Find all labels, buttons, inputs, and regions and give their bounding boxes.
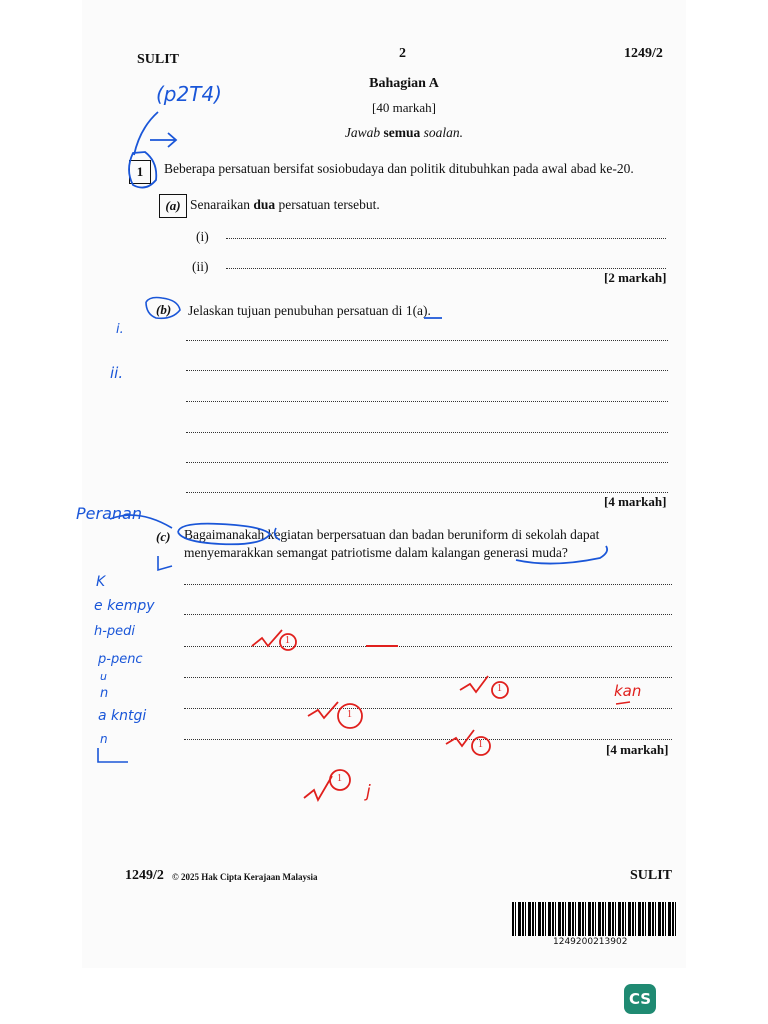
part-a-text-bold: dua — [253, 197, 276, 212]
red-circle-number-1: 1 — [285, 635, 290, 646]
section-title: Bahagian A — [369, 76, 439, 91]
handwritten-list-8: n — [100, 732, 108, 746]
part-c-label: (c) — [156, 529, 171, 544]
part-b-question: Jelaskan tujuan penubuhan persatuan di 1(a). — [188, 303, 431, 318]
red-circle-number-3: 1 — [347, 709, 352, 720]
red-note-j: j — [366, 782, 371, 802]
answer-line — [184, 584, 672, 585]
header-code: 1249/2 — [624, 46, 663, 61]
footer-copyright: © 2025 Hak Cipta Kerajaan Malaysia — [172, 872, 318, 882]
instruction-part1: Jawab — [344, 125, 381, 140]
exam-paper — [82, 0, 686, 968]
handwritten-list-4: p-penc — [98, 652, 143, 667]
answer-line — [186, 492, 668, 493]
handwritten-note-ii: ii. — [110, 364, 124, 382]
footer-code: 1249/2 — [125, 868, 164, 883]
instruction-part2: soalan. — [423, 125, 464, 140]
barcode-number: 1249200213902 — [553, 937, 628, 947]
question-1-text: Beberapa persatuan bersifat sosiobudaya dan politik ditubuhkan pada awal abad ke-20. — [164, 161, 634, 176]
part-c-question-line2: menyemarakkan semangat patriotisme dalam kalangan generasi muda? — [184, 545, 568, 560]
handwritten-list-7: a kntgi — [98, 708, 147, 724]
answer-line — [226, 238, 666, 239]
answer-line — [184, 677, 672, 678]
handwritten-list-2: e kempy — [94, 598, 155, 614]
red-note-kan: kan — [614, 682, 642, 700]
part-a-item-i: (i) — [196, 229, 209, 244]
part-a-marks: [2 markah] — [604, 270, 667, 285]
handwritten-peranan: Peranan — [76, 504, 142, 523]
part-a-item-ii: (ii) — [192, 259, 209, 274]
handwritten-list-6: n — [100, 686, 109, 701]
handwritten-list-1: K — [96, 574, 106, 590]
instruction-bold: semua — [383, 125, 421, 140]
red-circle-number-4: 1 — [478, 739, 483, 750]
section-marks: [40 markah] — [372, 100, 436, 115]
part-a-label: (a) — [159, 194, 187, 218]
answer-line — [184, 708, 672, 709]
handwritten-note-i: i. — [116, 322, 124, 337]
barcode — [512, 902, 678, 936]
answer-line — [184, 614, 672, 615]
answer-line — [186, 432, 668, 433]
answer-line — [186, 370, 668, 371]
part-b-label: (b) — [156, 302, 172, 317]
red-circle-number-5: 1 — [337, 773, 342, 784]
part-b-marks: [4 markah] — [604, 494, 667, 509]
answer-line — [186, 401, 668, 402]
red-circle-number-2: 1 — [497, 683, 502, 694]
part-a-text-after: persatuan tersebut. — [275, 197, 380, 212]
part-c-question-line1: Bagaimanakah kegiatan berpersatuan dan badan beruniform di sekolah dapat — [184, 527, 600, 542]
handwritten-list-5: u — [100, 670, 107, 683]
handwritten-list-3: h-pedi — [94, 624, 136, 639]
camscanner-logo: CS — [624, 984, 656, 1014]
answer-line — [184, 646, 672, 647]
section-instruction — [304, 125, 504, 141]
page-number: 2 — [399, 46, 406, 61]
question-1-number: 1 — [129, 160, 151, 184]
part-c-marks: [4 markah] — [606, 742, 669, 757]
answer-line — [186, 340, 668, 341]
footer-sulit: SULIT — [630, 868, 673, 883]
answer-line — [186, 462, 668, 463]
answer-line — [184, 739, 672, 740]
part-a-question — [190, 197, 380, 213]
header-sulit: SULIT — [137, 52, 180, 67]
answer-line — [226, 268, 666, 269]
part-a-text-before: Senaraikan — [190, 197, 254, 212]
handwritten-top-note: (p2T4) — [156, 82, 222, 106]
